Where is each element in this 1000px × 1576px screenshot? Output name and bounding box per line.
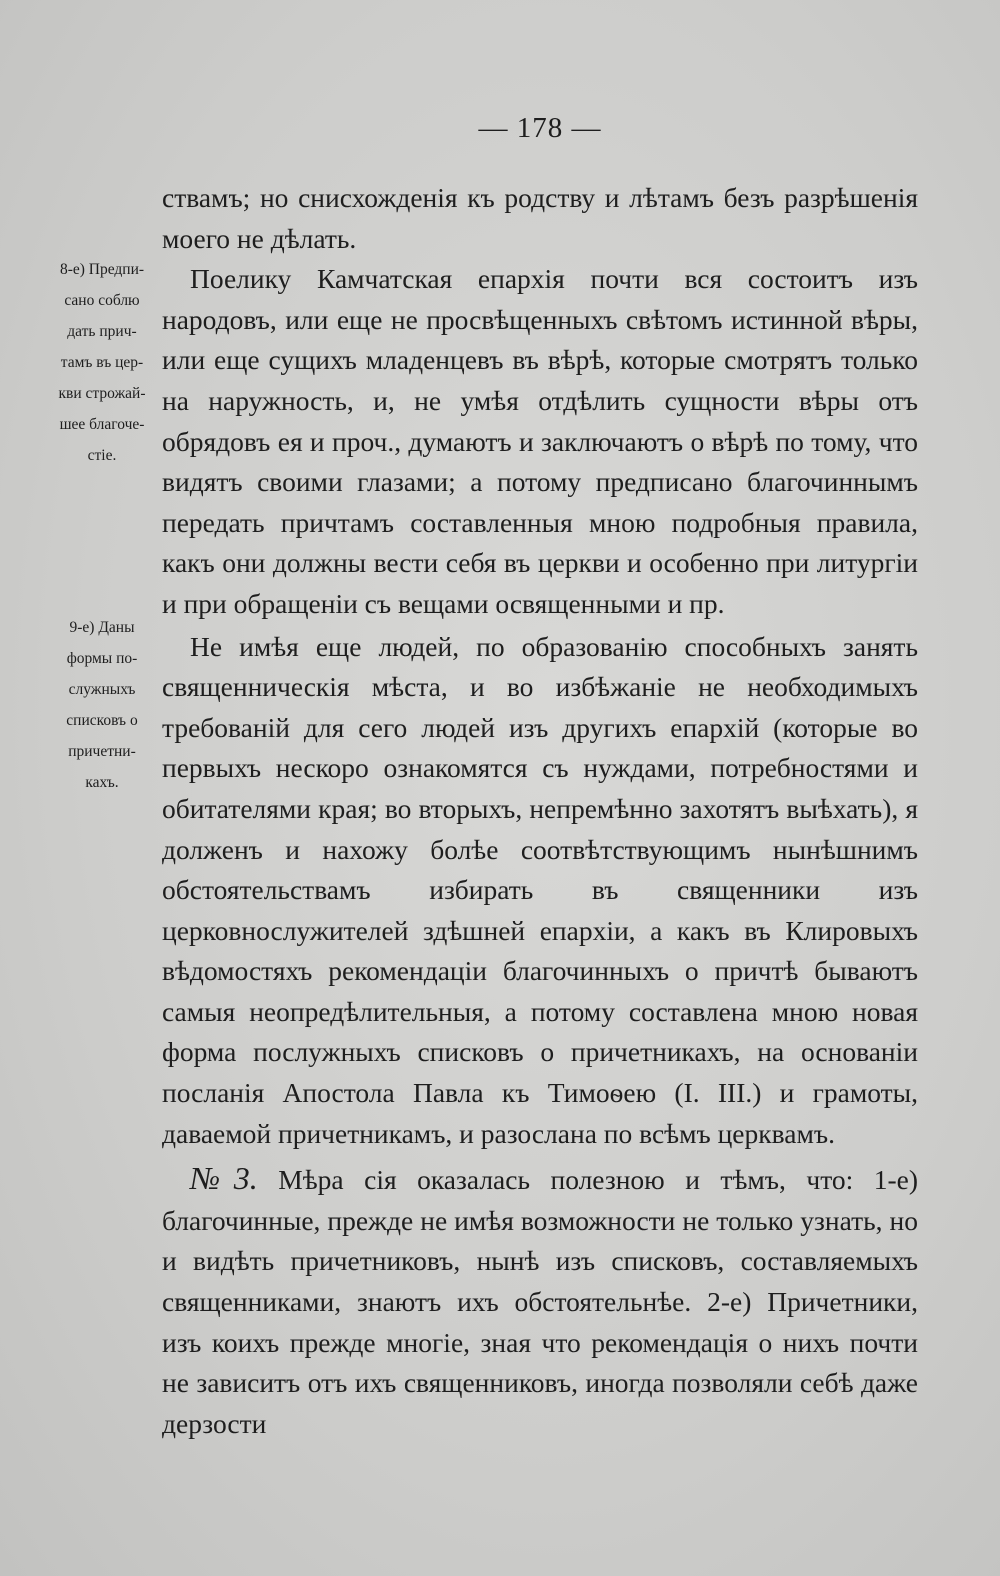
page-number: — 178 — — [478, 112, 602, 144]
margin-note-line: кахъ. — [85, 774, 119, 791]
margin-note-9 — [48, 612, 156, 798]
margin-note-line: причетни- — [68, 743, 136, 760]
margin-note-line: списковъ о — [66, 712, 138, 729]
margin-note-line: стіе. — [87, 447, 117, 464]
margin-note-line: дать прич- — [67, 323, 137, 340]
paragraph-9: Не имѣя еще людей, по образованію способныхъ занять священническія мѣста, и во избѣжаніе не необходимыхъ требованій для сего людей изъ другихъ епархій (которые во первыхъ нескоро ознакомятся съ нуждами, потребностями и обитателями края; во вторыхъ, непремѣнно захотятъ выѣхать), я долженъ и нахожу болѣе соотвѣтствующимъ нынѣшнимъ обстоятельствамъ избирать въ священники изъ церковнослужителей здѣшней епархіи, а какъ въ Клировыхъ вѣдомостяхъ рекомендаціи благочинныхъ о причтѣ бываютъ самыя неопредѣлительныя, а потому составлена мною новая форма послужныхъ списковъ о причетникахъ, на основаніи посланія Апостола Павла къ Тимоѳею (I. III.) и грамоты, даваемой причетникамъ, и разослана по всѣмъ церквамъ. — [162, 630, 918, 1149]
paragraph-note-3 — [162, 1158, 918, 1444]
section-mark: №3. — [190, 1160, 258, 1197]
paragraph-text: Мѣра сія оказалась полезною и тѣмъ, что: 1-е) благочинные, прежде не имѣя возможности не только узнать, но и видѣть причетниковъ, нынѣ изъ списковъ, составляемыхъ священниками, знаютъ ихъ обстоятельнѣе. 2-е) Причетники, изъ коихъ прежде многіе, зная что рекомендація о нихъ почти не зависитъ отъ ихъ священниковъ, иногда позволяли себѣ даже дерзости — [162, 1164, 919, 1439]
margin-note-line: сано соблю — [64, 292, 140, 309]
margin-note-line: формы по- — [66, 650, 138, 667]
margin-note-line: шее благоче- — [59, 416, 145, 433]
margin-note-line: тамъ въ цер- — [60, 354, 144, 371]
margin-note-line: 8-е) Предпи- — [59, 261, 145, 278]
margin-note-line: 9-е) Даны — [69, 619, 135, 636]
paragraph-continuation: ствамъ; но снисхожденія къ родству и лѣтамъ безъ разрѣшенія моего не дѣлать. — [162, 182, 918, 254]
margin-note-8 — [48, 254, 156, 471]
paragraph-8: Поелику Камчатская епархія почти вся состоитъ изъ народовъ, или еще не просвѣщенныхъ свѣтомъ истинной вѣры, или еще сущихъ младенцевъ въ вѣрѣ, которые смотрятъ только на наружность, и, не умѣя отдѣлить сущности вѣры отъ обрядовъ ея и проч., думаютъ и заключаютъ о вѣрѣ по тому, что видятъ своими глазами; а потому предписано благочиннымъ передать причтамъ составленныя мною подробныя правила, какъ они должны вести себя въ церкви и особенно при литургіи и при обращеніи съ вещами освященными и пр. — [162, 263, 918, 619]
margin-note-line: кви строжай- — [58, 385, 146, 402]
body-text — [162, 178, 918, 1444]
margin-note-line: служныхъ — [68, 681, 136, 698]
